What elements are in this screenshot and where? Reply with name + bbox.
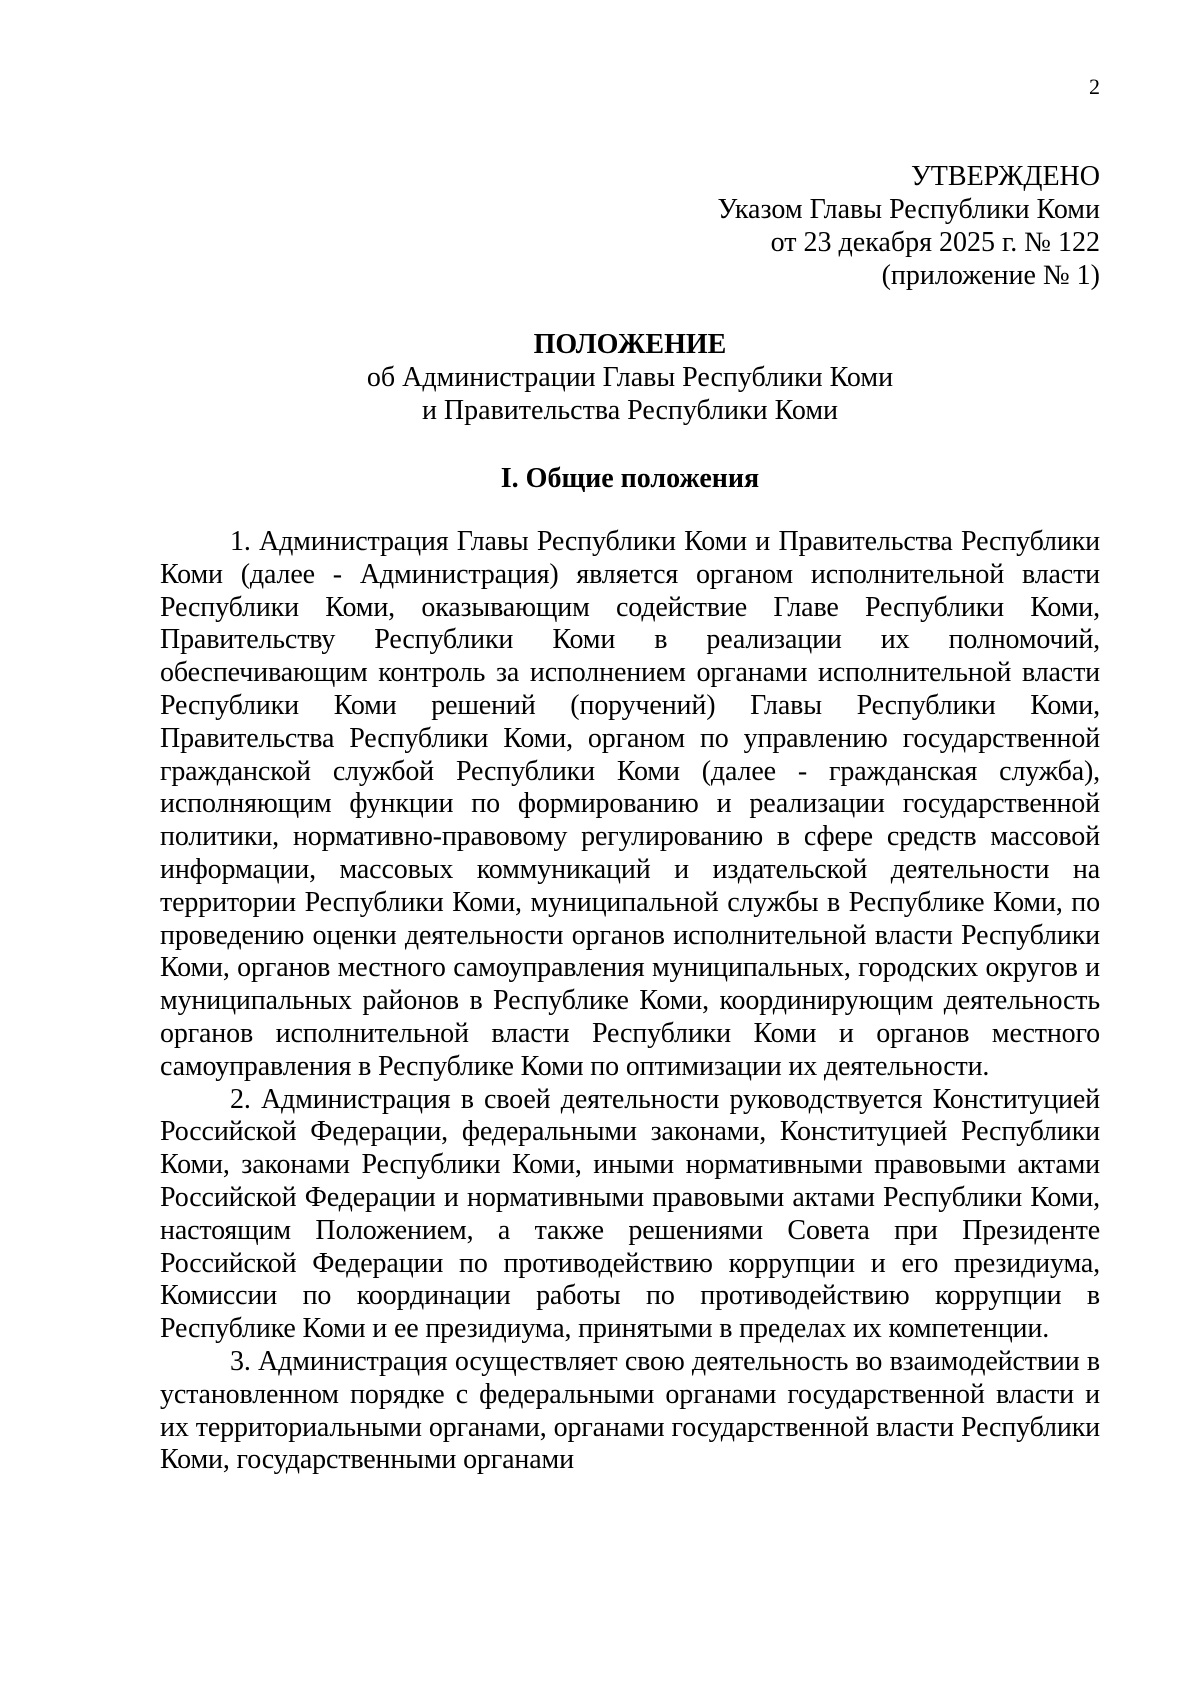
- paragraph: [160, 1084, 1100, 1346]
- paragraph-text: Администрация осуществляет свою деятельность во взаимодействии в установленном порядке с федеральными органами государственной власти и их территориальными органами, органами государственной власти Республики Коми, государственными органами: [160, 1345, 1100, 1476]
- section-heading: I. Общие положения: [500, 463, 760, 494]
- approval-appendix-line: (приложение № 1): [881, 260, 1100, 291]
- document-title-block: [160, 328, 1100, 427]
- paragraph-number: 1.: [230, 526, 251, 557]
- approval-approved-label: УТВЕРЖДЕНО: [910, 161, 1100, 192]
- paragraph-number: 3.: [230, 1345, 251, 1377]
- paragraph-number: 2.: [230, 1083, 251, 1115]
- paragraph: [160, 526, 1100, 1084]
- approval-decree-line: Указом Главы Республики Коми: [717, 194, 1100, 225]
- document-subtitle-line-1: об Администрации Главы Республики Коми: [366, 362, 894, 393]
- page-number: 2: [1089, 74, 1100, 99]
- approval-stamp: [560, 160, 1100, 292]
- paragraph-text: Администрация Главы Республики Коми и Правительства Республики Коми (далее - Администрация) является органом исполнительной власти Республики Коми, оказывающим содействие Главе Республики Коми, Правительству Республики Коми в реализации их полномочий, обеспечивающим контроль за исполнением органами исполнительной власти Республики Коми решений (поручений) Главы Республики Коми, Правительства Республики Коми, органом по управлению государственной гражданской службой Республики Коми (далее - гражданская служба), исполняющим функции по формированию и реализации государственной политики, нормативно-правовому регулированию в сфере средств массовой информации, массовых коммуникаций и издательской деятельности на территории Республики Коми, муниципальной службы в Республике Коми, по проведению оценки деятельности органов исполнительной власти Республики Коми, органов местного самоуправления муниципальных, городских округов и муниципальных районов в Республике Коми, координирующим деятельность органов исполнительной власти Республики Коми и органов местного самоуправления в Республике Коми по оптимизации их деятельности.: [160, 526, 1100, 1082]
- approval-date-line: от 23 декабря 2025 г. № 122: [770, 227, 1100, 258]
- paragraph-text: Администрация в своей деятельности руководствуется Конституцией Российской Федерации, федеральными законами, Конституцией Республики Коми, законами Республики Коми, иными нормативными правовыми актами Российской Федерации и нормативными правовыми актами Республики Коми, настоящим Положением, а также решениями Совета при Президенте Российской Федерации по противодействию коррупции и его президиума, Комиссии по координации работы по противодействию коррупции в Республике Коми и ее президиума, принятыми в пределах их компетенции.: [160, 1083, 1100, 1345]
- document-title: ПОЛОЖЕНИЕ: [533, 329, 727, 360]
- paragraph: [160, 1346, 1100, 1477]
- document-subtitle-line-2: и Правительства Республики Коми: [421, 395, 839, 426]
- document-body: [160, 526, 1100, 1477]
